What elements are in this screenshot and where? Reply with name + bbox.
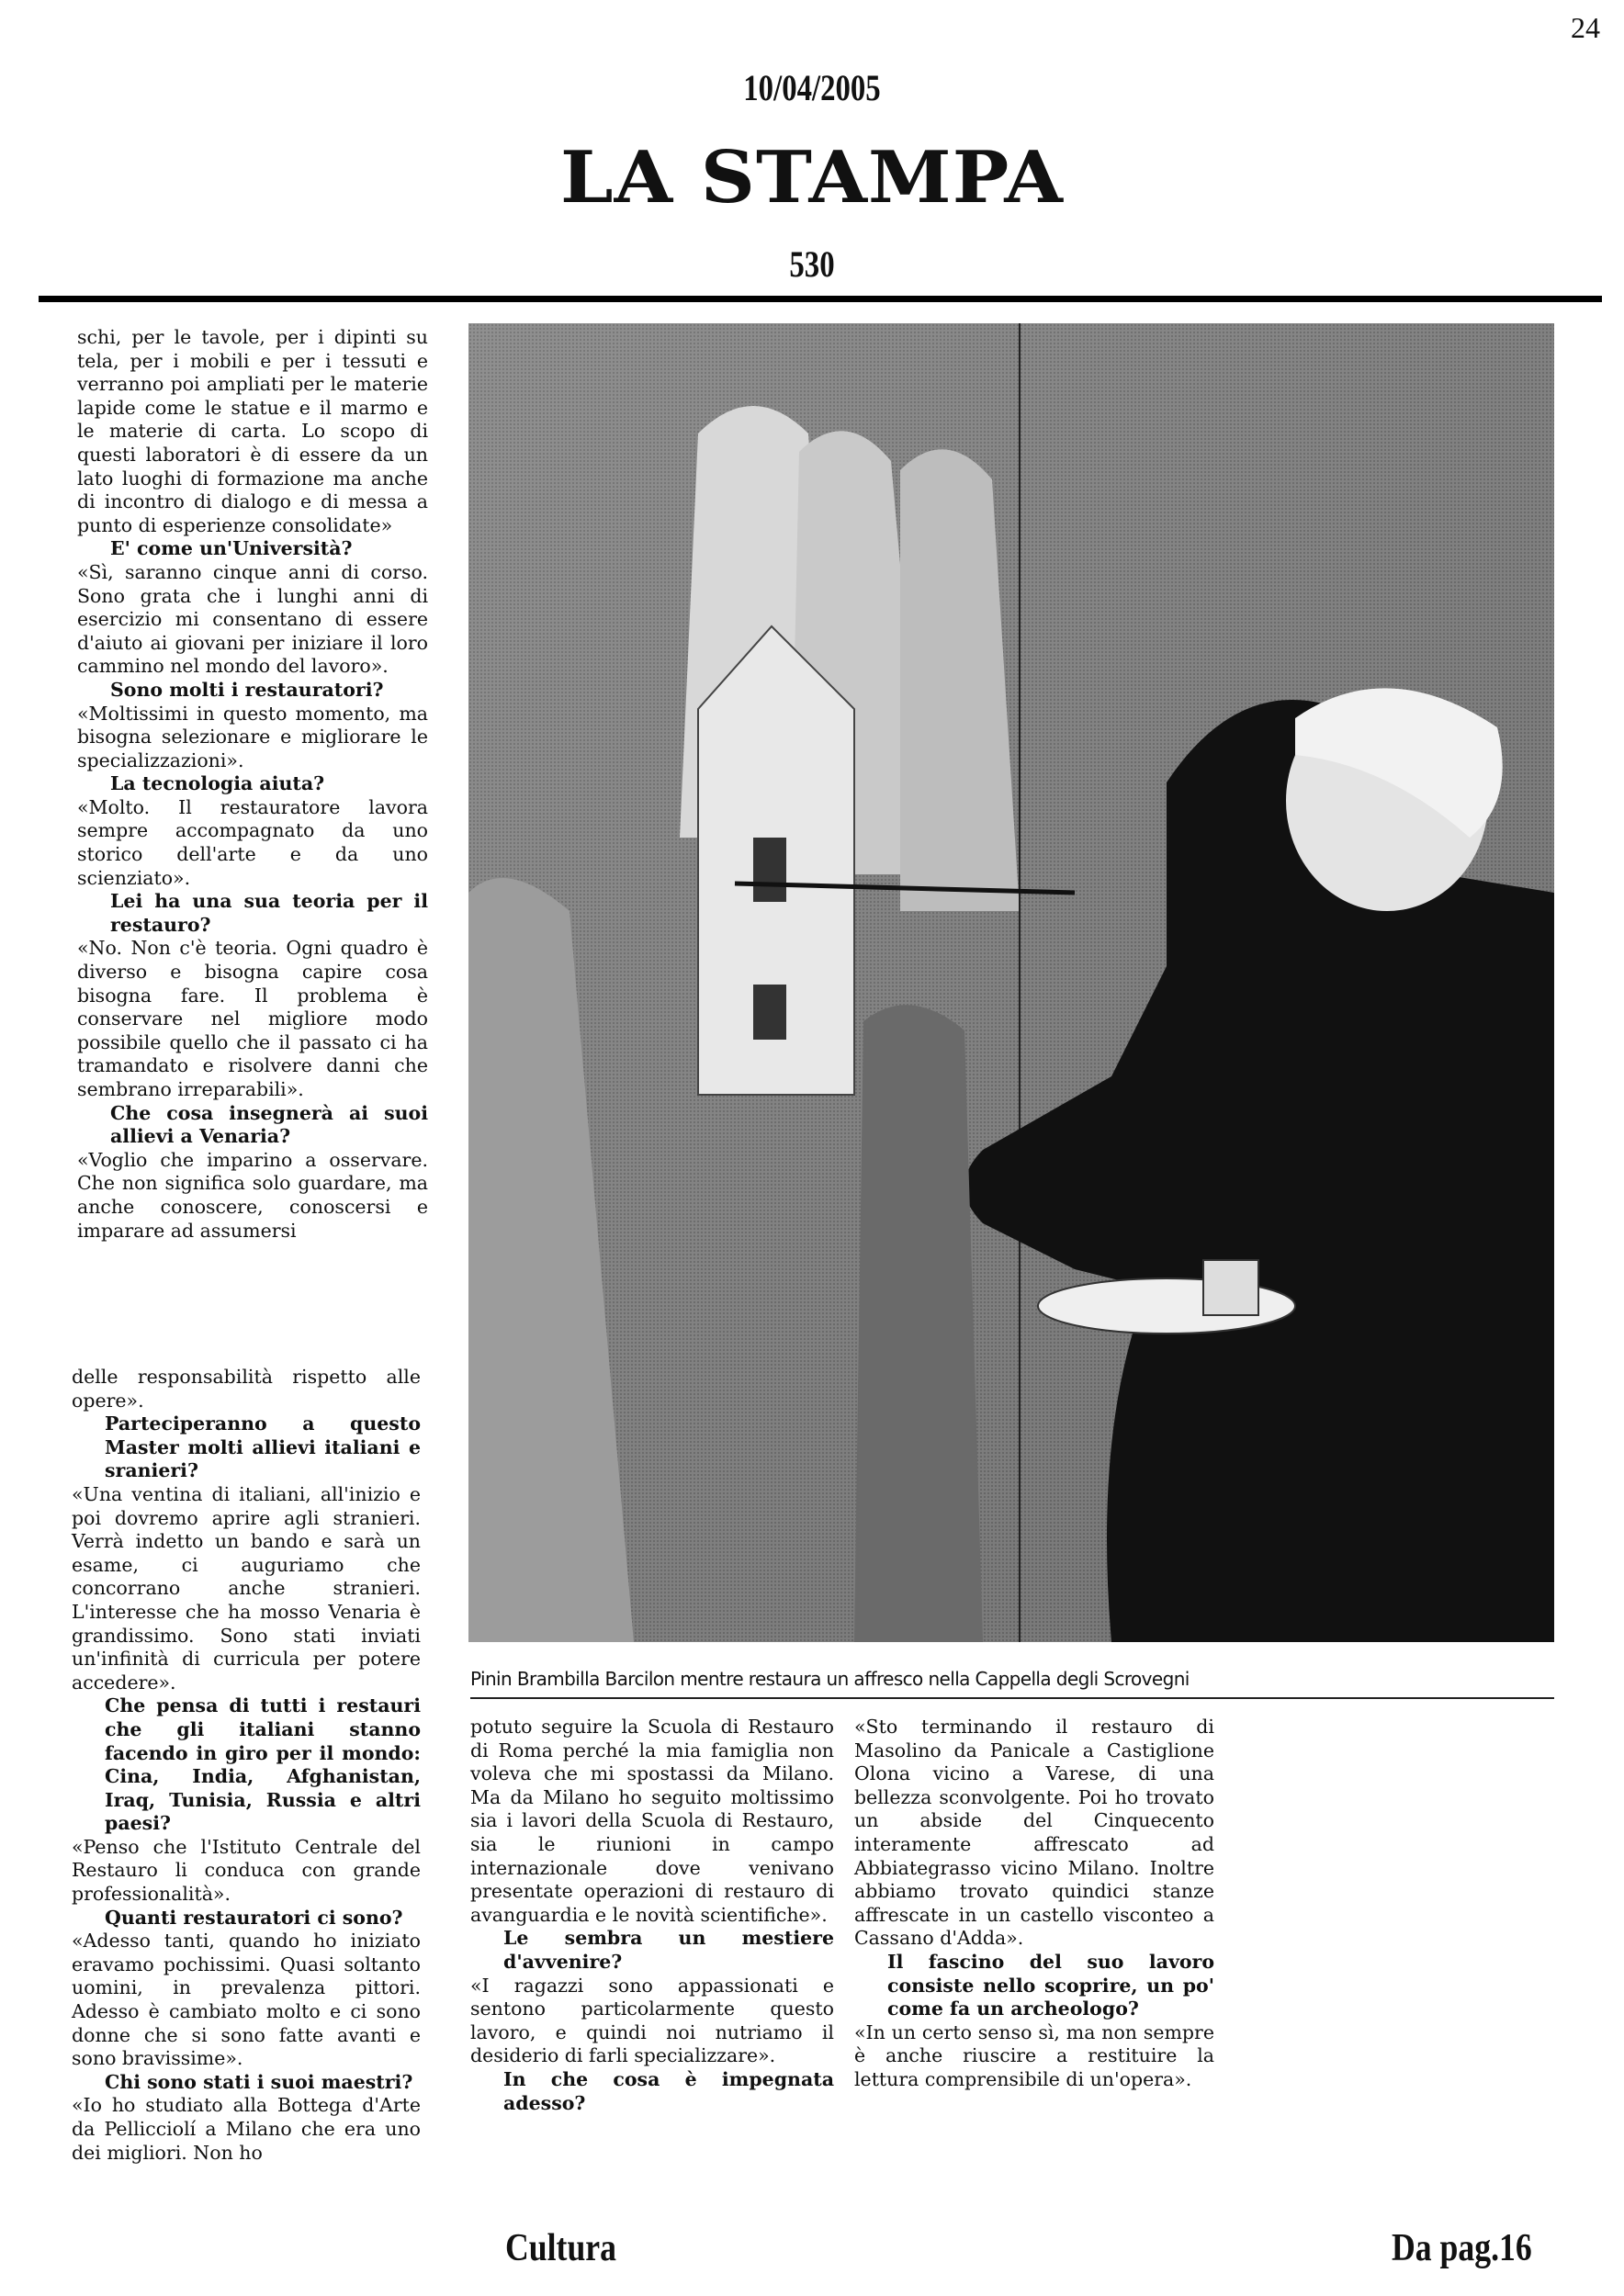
article-column-middle	[470, 1716, 834, 2115]
photo-illustration	[468, 323, 1554, 1642]
article-column-left	[77, 326, 428, 1243]
interview-answer: «Sì, saranno cinque anni di corso. Sono grata che i lunghi anni di esercizio mi consentano di essere d'aiuto ai giovani per iniziare il loro cammino nel mondo del lavoro».	[77, 560, 428, 678]
fresco-kneeling-figure	[854, 1005, 983, 1642]
publication-date: 10/04/2005	[743, 67, 881, 108]
page-number: 24	[1571, 11, 1600, 44]
interview-question: In che cosa è impegnata adesso?	[503, 2067, 834, 2114]
interview-answer: «Sto terminando il restauro di Masolino da Panicale a Castiglione Olona vicino a Varese, di una bellezza sconvolgente. Poi ho trovato un abside del Cinquecento interamente affrescato ad Abbiategrasso vicino Milano. Inoltre abbiamo trovato quindici stanze affrescate in un castello visconteo a Cassano d'Adda».	[854, 1716, 1214, 1950]
interview-answer: «Moltissimi in questo momento, ma bisogna selezionare e migliorare le specializzazioni».	[77, 702, 428, 771]
interview-answer: delle responsabilità rispetto alle opere».	[72, 1366, 421, 1412]
interview-question: Le sembra un mestiere d'avvenire?	[503, 1927, 834, 1973]
interview-answer: «Una ventina di italiani, all'inizio e poi dovremo aprire agli stranieri. Verrà indetto un bando e sarà un esame, ci auguriamo che concorrano anche stranieri. L'interesse che ha mosso Venaria è grandissimo. Sono stati inviati un'infinità di curricula per potere accedere».	[72, 1482, 421, 1694]
section-name: Cultura	[505, 2227, 617, 2269]
article-column-left-lower	[72, 1366, 421, 2165]
photo-caption: Pinin Brambilla Barcilon mentre restaura un affresco nella Cappella degli Scrovegni	[470, 1668, 1190, 1690]
paint-cup	[1203, 1260, 1258, 1315]
masthead: LA STAMPA	[559, 136, 1065, 219]
interview-answer: «Molto. Il restauratore lavora sempre accompagnato da uno storico dell'arte e da uno scienziato».	[77, 795, 428, 889]
interview-question: Quanti restauratori ci sono?	[105, 1906, 403, 1929]
caption-rule	[470, 1697, 1554, 1699]
interview-question: Lei ha una sua teoria per il restauro?	[110, 890, 428, 936]
source-page: Da pag.16	[1392, 2227, 1532, 2269]
interview-question: Sono molti i restauratori?	[110, 678, 384, 701]
header-rule	[39, 296, 1602, 302]
interview-question: Parteciperanno a questo Master molti allievi italiani e sranieri?	[105, 1412, 421, 1482]
interview-answer: «Io ho studiato alla Bottega d'Arte da Pellicciolí a Milano che era uno dei migliori. Non ho	[72, 2094, 421, 2164]
interview-answer: «No. Non c'è teoria. Ogni quadro è diverso e bisogna capire cosa bisogna fare. Il problema è conservare nel migliore modo possibile quello che il passato ci ha tramandato e risolvere danni che sembrano irreparabili».	[77, 937, 428, 1100]
interview-question: E' come un'Università?	[110, 537, 353, 560]
issue-number: 530	[789, 243, 835, 285]
interview-question: La tecnologia aiuta?	[110, 772, 325, 795]
interview-question: Che cosa insegnerà ai suoi allievi a Venaria?	[110, 1101, 428, 1148]
fresco-restoration-photo	[468, 323, 1554, 1642]
interview-answer: potuto seguire la Scuola di Restauro di Roma perché la mia famiglia non voleva che mi spostassi da Milano. Ma da Milano ho seguito moltissimo sia i lavori della Scuola di Restauro, sia le riunioni in campo internazionale dove venivano presentate operazioni di restauro di avanguardia e le novità scientifiche».	[470, 1716, 834, 1926]
article-column-right	[854, 1716, 1214, 2092]
interview-question: Chi sono stati i suoi maestri?	[105, 2070, 413, 2093]
interview-answer: «Adesso tanti, quando ho iniziato eravamo pochissimi. Quasi soltanto uomini, in prevalenza pittori. Adesso è cambiato molto e ci sono donne che si sono fatte avanti e sono bravissime».	[72, 1930, 421, 2070]
interview-answer: «In un certo senso sì, ma non sempre è anche riuscire a restituire la lettura comprensibile di un'opera».	[854, 2020, 1214, 2090]
interview-answer: «I ragazzi sono appassionati e sentono particolarmente questo lavoro, e quindi noi nutriamo il desiderio di farli specializzare».	[470, 1974, 834, 2067]
interview-answer: «Voglio che imparino a osservare. Che non significa solo guardare, ma anche conoscere, conoscersi e imparare ad assumersi	[77, 1148, 428, 1242]
interview-answer: schi, per le tavole, per i dipinti su tela, per i mobili e per i tessuti e verranno poi ampliati per le materie lapide come le statue e il marmo e le materie di carta. Lo scopo di questi laboratori è di essere da un lato luoghi di formazione ma anche di incontro di dialogo e di messa a punto di esperienze consolidate»	[77, 326, 428, 536]
interview-answer: «Penso che l'Istituto Centrale del Restauro li conduca con grande professionalità».	[72, 1835, 421, 1906]
interview-question: Che pensa di tutti i restauri che gli italiani stanno facendo in giro per il mondo: Cina, India, Afghanistan, Iraq, Tunisia, Russia e altri paesi?	[105, 1694, 421, 1835]
interview-question: Il fascino del suo lavoro consiste nello scoprire, un po' come fa un archeologo?	[887, 1950, 1214, 2020]
